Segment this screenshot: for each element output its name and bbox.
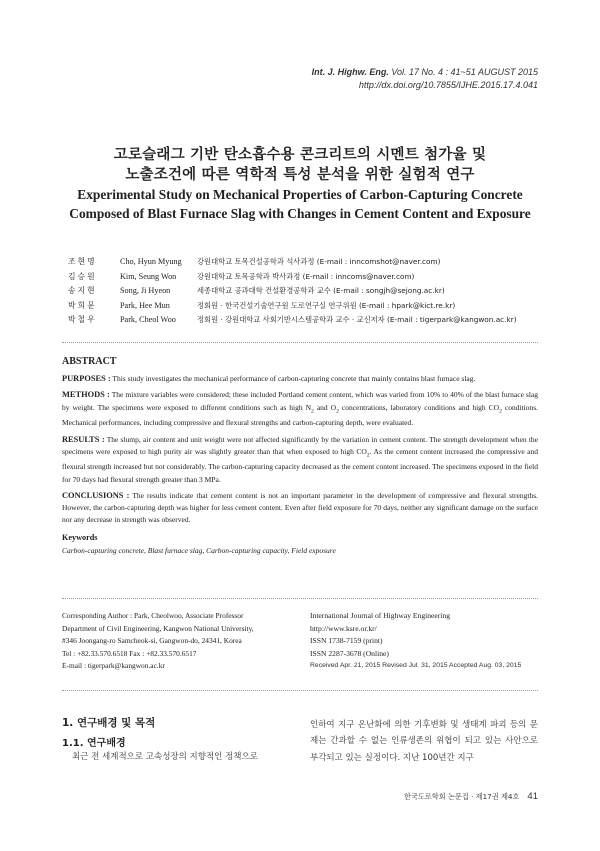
abstract-results	[62, 434, 538, 486]
subscript: 2	[311, 408, 314, 415]
subscript: 2	[336, 408, 339, 415]
author-affiliation: 정회원 · 한국건설기술연구원 도로연구실 연구위원 (E-mail : hpark@kict.re.kr)	[197, 300, 456, 310]
abstract-heading: ABSTRACT	[62, 356, 117, 367]
section-heading: 1. 연구배경 및 목적	[62, 717, 156, 729]
title-korean-line1: 고로슬래그 기반 탄소흡수용 콘크리트의 시멘트 첨가율 및	[113, 147, 487, 163]
author-department: Department of Civil Engineering, Kangwon National University,	[62, 623, 254, 633]
body-right-column: 인하여 지구 온난화에 의한 기후변화 및 생태계 파괴 등의 문제는 간과할 수 없는 인류생존의 위협이 되고 있는 사안으로 부각되고 있는 실정이다. 지난 100년간 지구	[310, 720, 538, 763]
submission-dates: Received Apr. 21, 2015 Revised Jul. 31, 2015 Accepted Aug. 03, 2015	[310, 662, 522, 670]
author-english-name: Cho, Hyun Myung	[120, 257, 182, 266]
author-row	[68, 299, 517, 314]
author-affiliation: 정회원 · 강원대학교 사회기반시스템공학과 교수 · 교신저자 (E-mail : tigerpark@kangwon.ac.kr)	[197, 315, 517, 325]
title-korean-line2: 노출조건에 따른 역학적 특성 분석을 위한 실험적 연구	[125, 167, 475, 183]
journal-url[interactable]: http://www.ksre.or.kr/	[310, 623, 377, 633]
subscript: 2	[499, 408, 502, 415]
conclusions-text: The results indicate that cement content is not an important parameter in the development of compressive and flexural strengths. However, the carbon-capturing depth was higher for less cement content. Even after field exposure for 70 days, neither any significant damage on the surface nor any decrease in strength was observed.	[62, 490, 538, 525]
page-footer	[404, 791, 538, 802]
author-korean-name: 박철우	[68, 315, 97, 325]
journal-info-block	[310, 610, 540, 673]
purposes-label: PURPOSES :	[62, 374, 111, 384]
conclusions-label: CONCLUSIONS :	[62, 490, 130, 500]
author-row	[68, 270, 517, 285]
abstract-purposes	[62, 373, 538, 385]
issn-print: ISSN 1738-7159 (print)	[310, 636, 383, 646]
author-english-name: Park, Hee Mun	[120, 300, 170, 310]
methods-text: conditions. Mechanical performances, including compressive and flexural strengths and carbon-capturing depth, were evaluated.	[62, 402, 539, 428]
corresponding-author-block	[62, 610, 302, 673]
abstract-section	[62, 356, 538, 557]
author-korean-name: 송지현	[68, 286, 97, 296]
divider	[62, 598, 538, 599]
author-list	[68, 255, 517, 328]
issn-online: ISSN 2287-3678 (Online)	[310, 648, 389, 658]
footer-journal: 한국도로학회 논문집 · 제17권 제4호	[404, 792, 520, 801]
author-affiliation: 세종대학교 공과대학 건설환경공학과 교수 (E-mail : songjh@sejong.ac.kr)	[197, 286, 445, 296]
author-row	[68, 284, 517, 299]
author-address: #346 Joongang-ro Samcheok-si, Gangwon-do, 24341, Korea	[62, 636, 242, 646]
results-label: RESULTS :	[62, 434, 105, 444]
author-english-name: Song, Ji Hyeon	[120, 286, 171, 296]
corresponding-author: Corresponding Author : Park, Cheolwoo, Associate Professor	[62, 611, 244, 620]
author-phone-fax: Tel : +82.33.570.6518 Fax : +82.33.570.6517	[62, 648, 197, 658]
title-english-line1: Experimental Study on Mechanical Properties of Carbon-Capturing Concrete	[77, 187, 523, 202]
author-row	[68, 313, 517, 328]
methods-text: and O	[313, 402, 337, 412]
divider	[62, 342, 538, 343]
methods-label: METHODS :	[62, 390, 110, 400]
keywords-heading: Keywords	[62, 533, 98, 543]
author-english-name: Park, Cheol Woo	[120, 315, 176, 325]
keywords-list: Carbon-capturing concrete, Blast furnace slag, Carbon-capturing capacity, Field exposure	[62, 545, 336, 555]
purposes-text: This study investigates the mechanical performance of carbon-capturing concrete that mainly contains blast furnace slag.	[110, 374, 476, 384]
methods-text: The mixture variables were considered; these included Portland cement content, which was varied from 10% to 40% of the blast furnace slag by weight. The specimens were exposed to different conditions such as high N	[62, 390, 538, 412]
doi-link[interactable]: http://dx.doi.org/10.7855/IJHE.2015.17.4.041	[358, 80, 538, 90]
journal-abbrev: Int. J. Highw. Eng.	[311, 67, 389, 77]
results-text: . As the cement content increased the compressive and flexural strength increased but not considerably. The carbon-capturing capacity decreased as the cement content increased. The specimens exposed in the field for 70 days had flexural strength greater than 3 MPa.	[62, 446, 538, 484]
author-english-name: Kim, Seung Won	[120, 271, 177, 281]
methods-text: concentrations, laboratory conditions and high CO	[338, 402, 500, 412]
author-email: E-mail : tigerpark@kangwon.ac.kr	[62, 661, 165, 671]
results-text: The slump, air content and unit weight were not affected significantly by the variation in cement content. The strength development when the specimens were exposed to high purity air was slightly greater than that when exposed to high CO	[62, 434, 538, 456]
page-number: 41	[527, 791, 538, 802]
body-left-column: 최근 전 세계적으로 고속성장의 지향적인 정책으로	[72, 752, 258, 762]
divider	[62, 690, 538, 691]
journal-name: International Journal of Highway Engineering	[310, 611, 451, 620]
author-korean-name: 박희문	[68, 300, 97, 310]
subsection-heading: 1.1. 연구배경	[62, 738, 126, 749]
volume-issue: Vol. 17 No. 4 : 41~51 AUGUST 2015	[388, 67, 538, 77]
title-english-line2: Composed of Blast Furnace Slag with Changes in Cement Content and Exposure	[69, 206, 531, 221]
abstract-conclusions	[62, 490, 538, 527]
subscript: 2	[366, 452, 370, 459]
author-korean-name: 김승원	[68, 271, 97, 281]
journal-reference	[312, 67, 538, 77]
author-affiliation: 강원대학교 토목건설공학과 석사과정 (E-mail : inncomshot@naver.com)	[197, 257, 441, 266]
author-row	[68, 255, 517, 270]
author-affiliation: 강원대학교 토목공학과 박사과정 (E-mail : inncoms@naver.com)	[197, 271, 415, 281]
abstract-methods	[62, 389, 538, 429]
author-korean-name: 조현명	[68, 257, 97, 266]
